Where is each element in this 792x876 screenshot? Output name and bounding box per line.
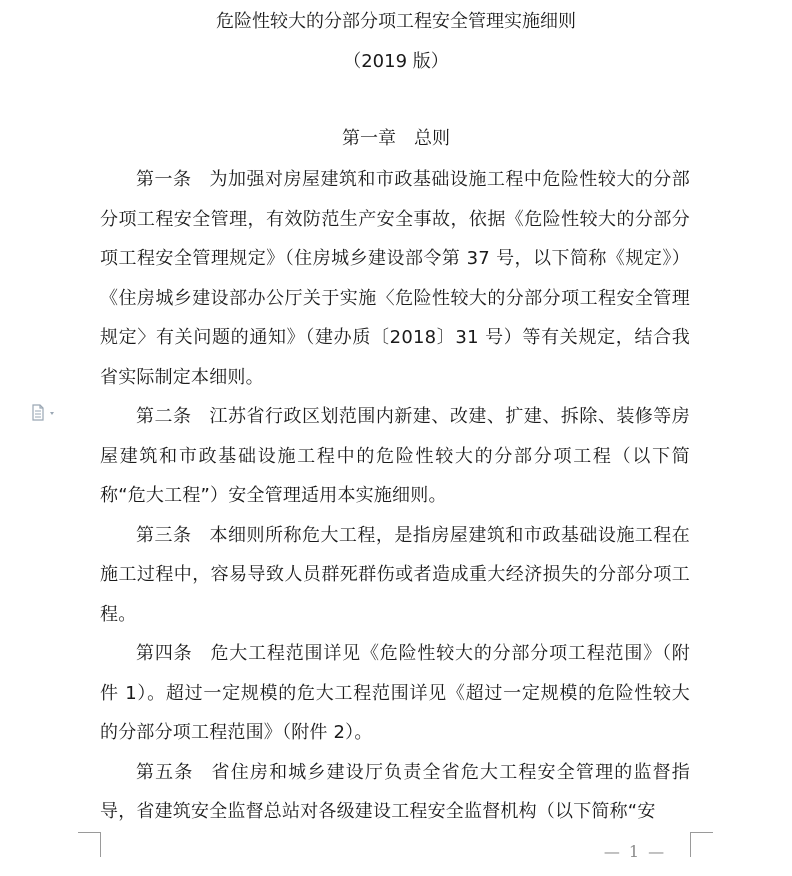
- article-3: [100, 516, 690, 635]
- document-options-icon[interactable]: [31, 404, 61, 422]
- article-1: [100, 160, 690, 397]
- article-text: 为加强对房屋建筑和市政基础设施工程中危险性较大的分部分项工程安全管理，有效防范生产安全事故，依据《危险性较大的分部分项工程安全管理规定》（住房城乡建设部令第 37 号，以下简称《规定》）《住房城乡建设部办公厅关于实施〈危险性较大的分部分项工程安全管理规定〉有关问题的通知》（建办质〔2018〕31 号）等有关规定，结合我省实际制定本细则。: [100, 169, 690, 388]
- chapter-heading: 第一章 总则: [342, 128, 450, 149]
- article-number: 第四条: [136, 643, 193, 664]
- article-text: 本细则所称危大工程，是指房屋建筑和市政基础设施工程在施工过程中，容易导致人员群死群伤或者造成重大经济损失的分部分项工程。: [100, 524, 690, 625]
- article-5: [100, 753, 690, 832]
- article-number: 第一条: [136, 169, 192, 190]
- article-text: 省住房和城乡建设厅负责全省危大工程安全管理的监督指导，省建筑安全监督总站对各级建设工程安全监督机构（以下简称“安: [100, 761, 691, 822]
- document-body: [100, 160, 690, 832]
- article-number: 第三条: [136, 524, 192, 546]
- article-text: 危大工程范围详见《危险性较大的分部分项工程范围》（附件 1）。超过一定规模的危大工程范围详见《超过一定规模的危险性较大的分部分项工程范围》（附件 2）。: [100, 643, 690, 743]
- crop-mark-left: [78, 832, 101, 857]
- article-4: [100, 634, 690, 753]
- article-number: 第五条: [136, 761, 194, 783]
- article-text: 江苏省行政区划范围内新建、改建、扩建、拆除、装修等房屋建筑和市政基础设施工程中的危险性较大的分部分项工程（以下简称“危大工程”）安全管理适用本实施细则。: [100, 406, 690, 506]
- document-title: 危险性较大的分部分项工程安全管理实施细则: [216, 11, 576, 32]
- document-subtitle: （2019 版）: [343, 51, 449, 72]
- article-2: [100, 397, 690, 516]
- article-number: 第二条: [136, 406, 192, 427]
- page-number: — 1 —: [603, 842, 667, 861]
